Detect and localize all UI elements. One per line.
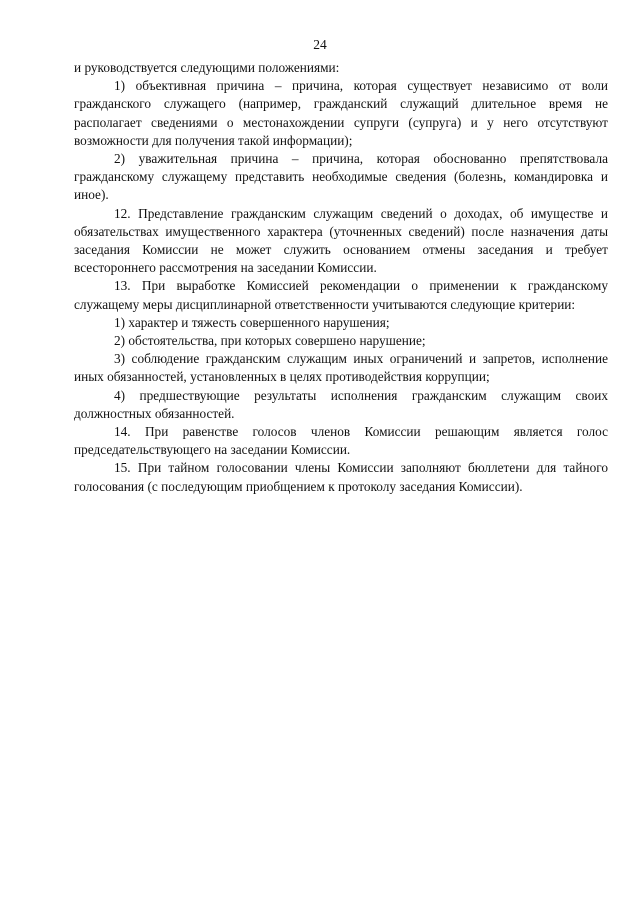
paragraph-continuation: и руководствуется следующими положениями: xyxy=(74,60,340,75)
paragraph-clause-15: 15. При тайном голосовании члены Комиссии заполняют бюллетени для тайного голосования (с последующим приобщением к протоколу заседания Комиссии). xyxy=(74,460,608,494)
paragraph-objective-reason: 1) объективная причина – причина, которая существует независимо от воли гражданского служащего (например, гражданский служащий длительное время не располагает сведениями о местонахождении супруги (супруга) и у него отсутствуют возможности для получения такой информации); xyxy=(74,78,608,148)
page-number: 24 xyxy=(313,37,327,52)
paragraph-clause-14: 14. При равенстве голосов членов Комиссии решающим является голос председательствующего на заседании Комиссии. xyxy=(74,424,608,458)
paragraph-criterion-4: 4) предшествующие результаты исполнения гражданским служащим своих должностных обязанностей. xyxy=(74,387,608,421)
paragraph-valid-reason: 2) уважительная причина – причина, которая обоснованно препятствовала гражданскому служащему представить необходимые сведения (болезнь, командировка и иное). xyxy=(74,151,608,203)
paragraph-criterion-2: 2) обстоятельства, при которых совершено нарушение; xyxy=(114,333,426,349)
paragraph-clause-13: 13. При выработке Комиссией рекомендации о применении к гражданскому служащему меры дисциплинарной ответственности учитываются следующие критерии: xyxy=(74,278,608,312)
paragraph-criterion-1: 1) характер и тяжесть совершенного нарушения; xyxy=(114,314,390,330)
document-body xyxy=(74,59,608,496)
paragraph-clause-12: 12. Представление гражданским служащим сведений о доходах, об имуществе и обязательствах имущественного характера (уточненных сведений) после назначения даты заседания Комиссии не может служить основанием отмены заседания и требует всестороннего рассмотрения на заседании Комиссии. xyxy=(74,205,608,276)
paragraph-criterion-3: 3) соблюдение гражданским служащим иных ограничений и запретов, исполнение иных обязанностей, установленных в целях противодействия коррупции; xyxy=(74,351,608,385)
